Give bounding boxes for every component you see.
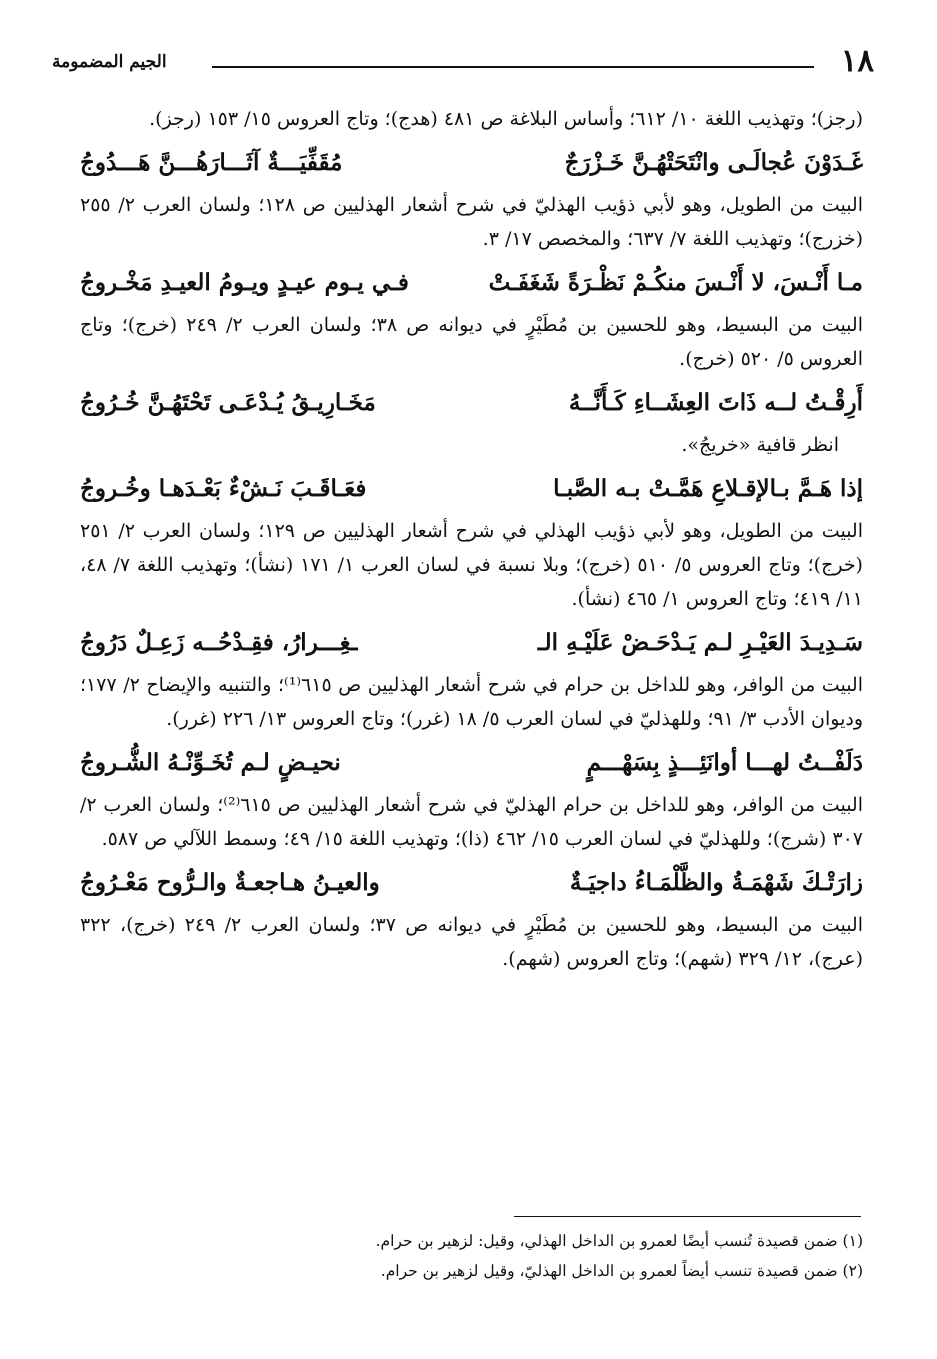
verse-line — [80, 616, 863, 668]
verse-first-hemistich: مـا أَنْـسَ، لا أَنْـسَ منكُـمْ نَظْـرَةً شَغَفَـتْ — [488, 268, 863, 296]
verse-first-hemistich: أَرِقْـتُ لــه ذَاتَ العِشَــاءِ كَـأَنَّــهُ — [568, 388, 863, 416]
main-text — [80, 102, 863, 976]
verse-second-hemistich: فعَـاقَـبَ نَـشْءٌ بَعْـدَهـا وخُـروجُ — [80, 474, 367, 502]
verse-line — [80, 736, 863, 788]
verse-second-hemistich: نحيـضٍ لـم تُخَـوِّنْـهُ الشُّـروجُ — [80, 748, 341, 776]
page-number: ١٨ — [840, 43, 874, 79]
verse-second-hemistich: مَخَـارِيـقُ يُـدْعَـى تَحْتَهُـنَّ خُـرُوجُ — [80, 388, 376, 416]
header-rule — [212, 66, 814, 68]
verse-line — [80, 856, 863, 908]
footnote-rule — [514, 1216, 861, 1217]
running-title: الجيم المضمومة — [52, 52, 167, 72]
source-paragraph: البيت من البسيط، وهو للحسين بن مُطَيْرٍ في ديوانه ص ٣٧؛ ولسان العرب ٢/ ٢٤٩ (خرج)، ٣٢٢ (عرج)، ١٢/ ٣٢٩ (شهم)؛ وتاج العروس (شهم). — [80, 914, 863, 970]
source-paragraph: البيت من الطويل، وهو لأبي ذؤيب الهذليّ في شرح أشعار الهذليين ص ١٢٨؛ ولسان العرب ٢/ ٢٥٥ (خزرج)؛ وتهذيب اللغة ٧/ ٦٣٧؛ والمخصص ١٧/ ٣. — [80, 194, 863, 250]
verse-line — [80, 256, 863, 308]
source-paragraph: البيت من الطويل، وهو لأبي ذؤيب الهذلي في شرح أشعار الهذليين ص ١٢٩؛ ولسان العرب ٢/ ٢٥١ (خرج)؛ وتاج العروس ٥/ ٥١٠ (خرج)؛ وبلا نسبة في لسان العرب ١/ ١٧١ (نشأ)؛ وتهذيب اللغة ٧/ ٤٨، ١١/ ٤١٩؛ وتاج العروس ١/ ٤٦٥ (نشأ). — [80, 520, 863, 610]
verse-first-hemistich: غَـدَوْنَ عُجالَـى وانْتَحَتْهُـنَّ خَـزْرَجٌ — [564, 148, 863, 176]
cross-reference: انظر قافية «خريجُ». — [681, 434, 839, 456]
verse-second-hemistich: فـي يـوم عيـدٍ ويـومُ العيـدِ مَخْـروجُ — [80, 268, 409, 296]
footnote: (٢) ضمن قصيدة تنسب أيضاً لعمرو بن الداخل الهذليّ، وقيل لزهير بن حرام. — [380, 1262, 863, 1280]
verse-first-hemistich: إذا هَـمَّ بـالإقـلاعِ هَمَّـتْ بـه الصَّبـا — [553, 474, 863, 502]
verse-line — [80, 462, 863, 514]
verse-second-hemistich: مُقَفِّيَـــةٌ آثَـــارَهُـــنَّ هَـــدُوجُ — [80, 148, 343, 176]
source-paragraph: البيت من البسيط، وهو للحسين بن مُطَيْرٍ في ديوانه ص ٣٨؛ ولسان العرب ٢/ ٢٤٩ (خرج)؛ وتاج العروس ٥/ ٥٢٠ (خرج). — [80, 314, 863, 370]
page-header — [52, 42, 874, 82]
verse-first-hemistich: سَـدِيـدَ العَيْـرِ لـم يَـدْحَـضْ عَلَيْـهِ الـ — [537, 628, 863, 656]
verse-first-hemistich: زارَتْـكَ شَهْمَـةُ والظَّلْمَـاءُ داجيَـةٌ — [569, 868, 863, 896]
footnote: (١) ضمن قصيدة تُنسب أيضًا لعمرو بن الداخل الهذلي، وقيل: لزهير بن حرام. — [375, 1232, 863, 1250]
footnotes — [80, 1226, 863, 1286]
verse-line — [80, 136, 863, 188]
verse-second-hemistich: والعيـنُ هـاجعـةٌ والـرُّوح مَعْـرُوجُ — [80, 868, 380, 896]
source-paragraph: البيت من الوافر، وهو للداخل بن حرام الهذليّ في شرح أشعار الهذليين ص ٦١٥⁽²⁾؛ ولسان العرب ٢/ ٣٠٧ (شرج)؛ وللهذليّ في لسان العرب ١٥/ ٤٦٢ (ذا)؛ وتهذيب اللغة ١٥/ ٤٩؛ وسمط اللآلي ص ٥٨٧. — [80, 794, 863, 850]
verse-second-hemistich: ـغِـــرارُ، فقِـدْحُــه زَعِـلٌ دَرُوجُ — [80, 628, 358, 656]
intro-paragraph: (رجز)؛ وتهذيب اللغة ١٠/ ٦١٢؛ وأساس البلاغة ص ٤٨١ (هدج)؛ وتاج العروس ١٥/ ١٥٣ (رجز). — [149, 108, 863, 130]
verse-first-hemistich: دَلَفْــتُ لهـــا أوانَئِـــذٍ بِسَهْـــمٍ — [586, 748, 863, 776]
verse-line — [80, 376, 863, 428]
source-paragraph: البيت من الوافر، وهو للداخل بن حرام في شرح أشعار الهذليين ص ٦١٥⁽¹⁾؛ والتنبيه والإيضاح ٢/ ١٧٧؛ وديوان الأدب ٣/ ٩١؛ وللهذليّ في لسان العرب ٥/ ١٨ (غرر)؛ وتاج العروس ١٣/ ٢٢٦ (غرر). — [80, 674, 863, 730]
